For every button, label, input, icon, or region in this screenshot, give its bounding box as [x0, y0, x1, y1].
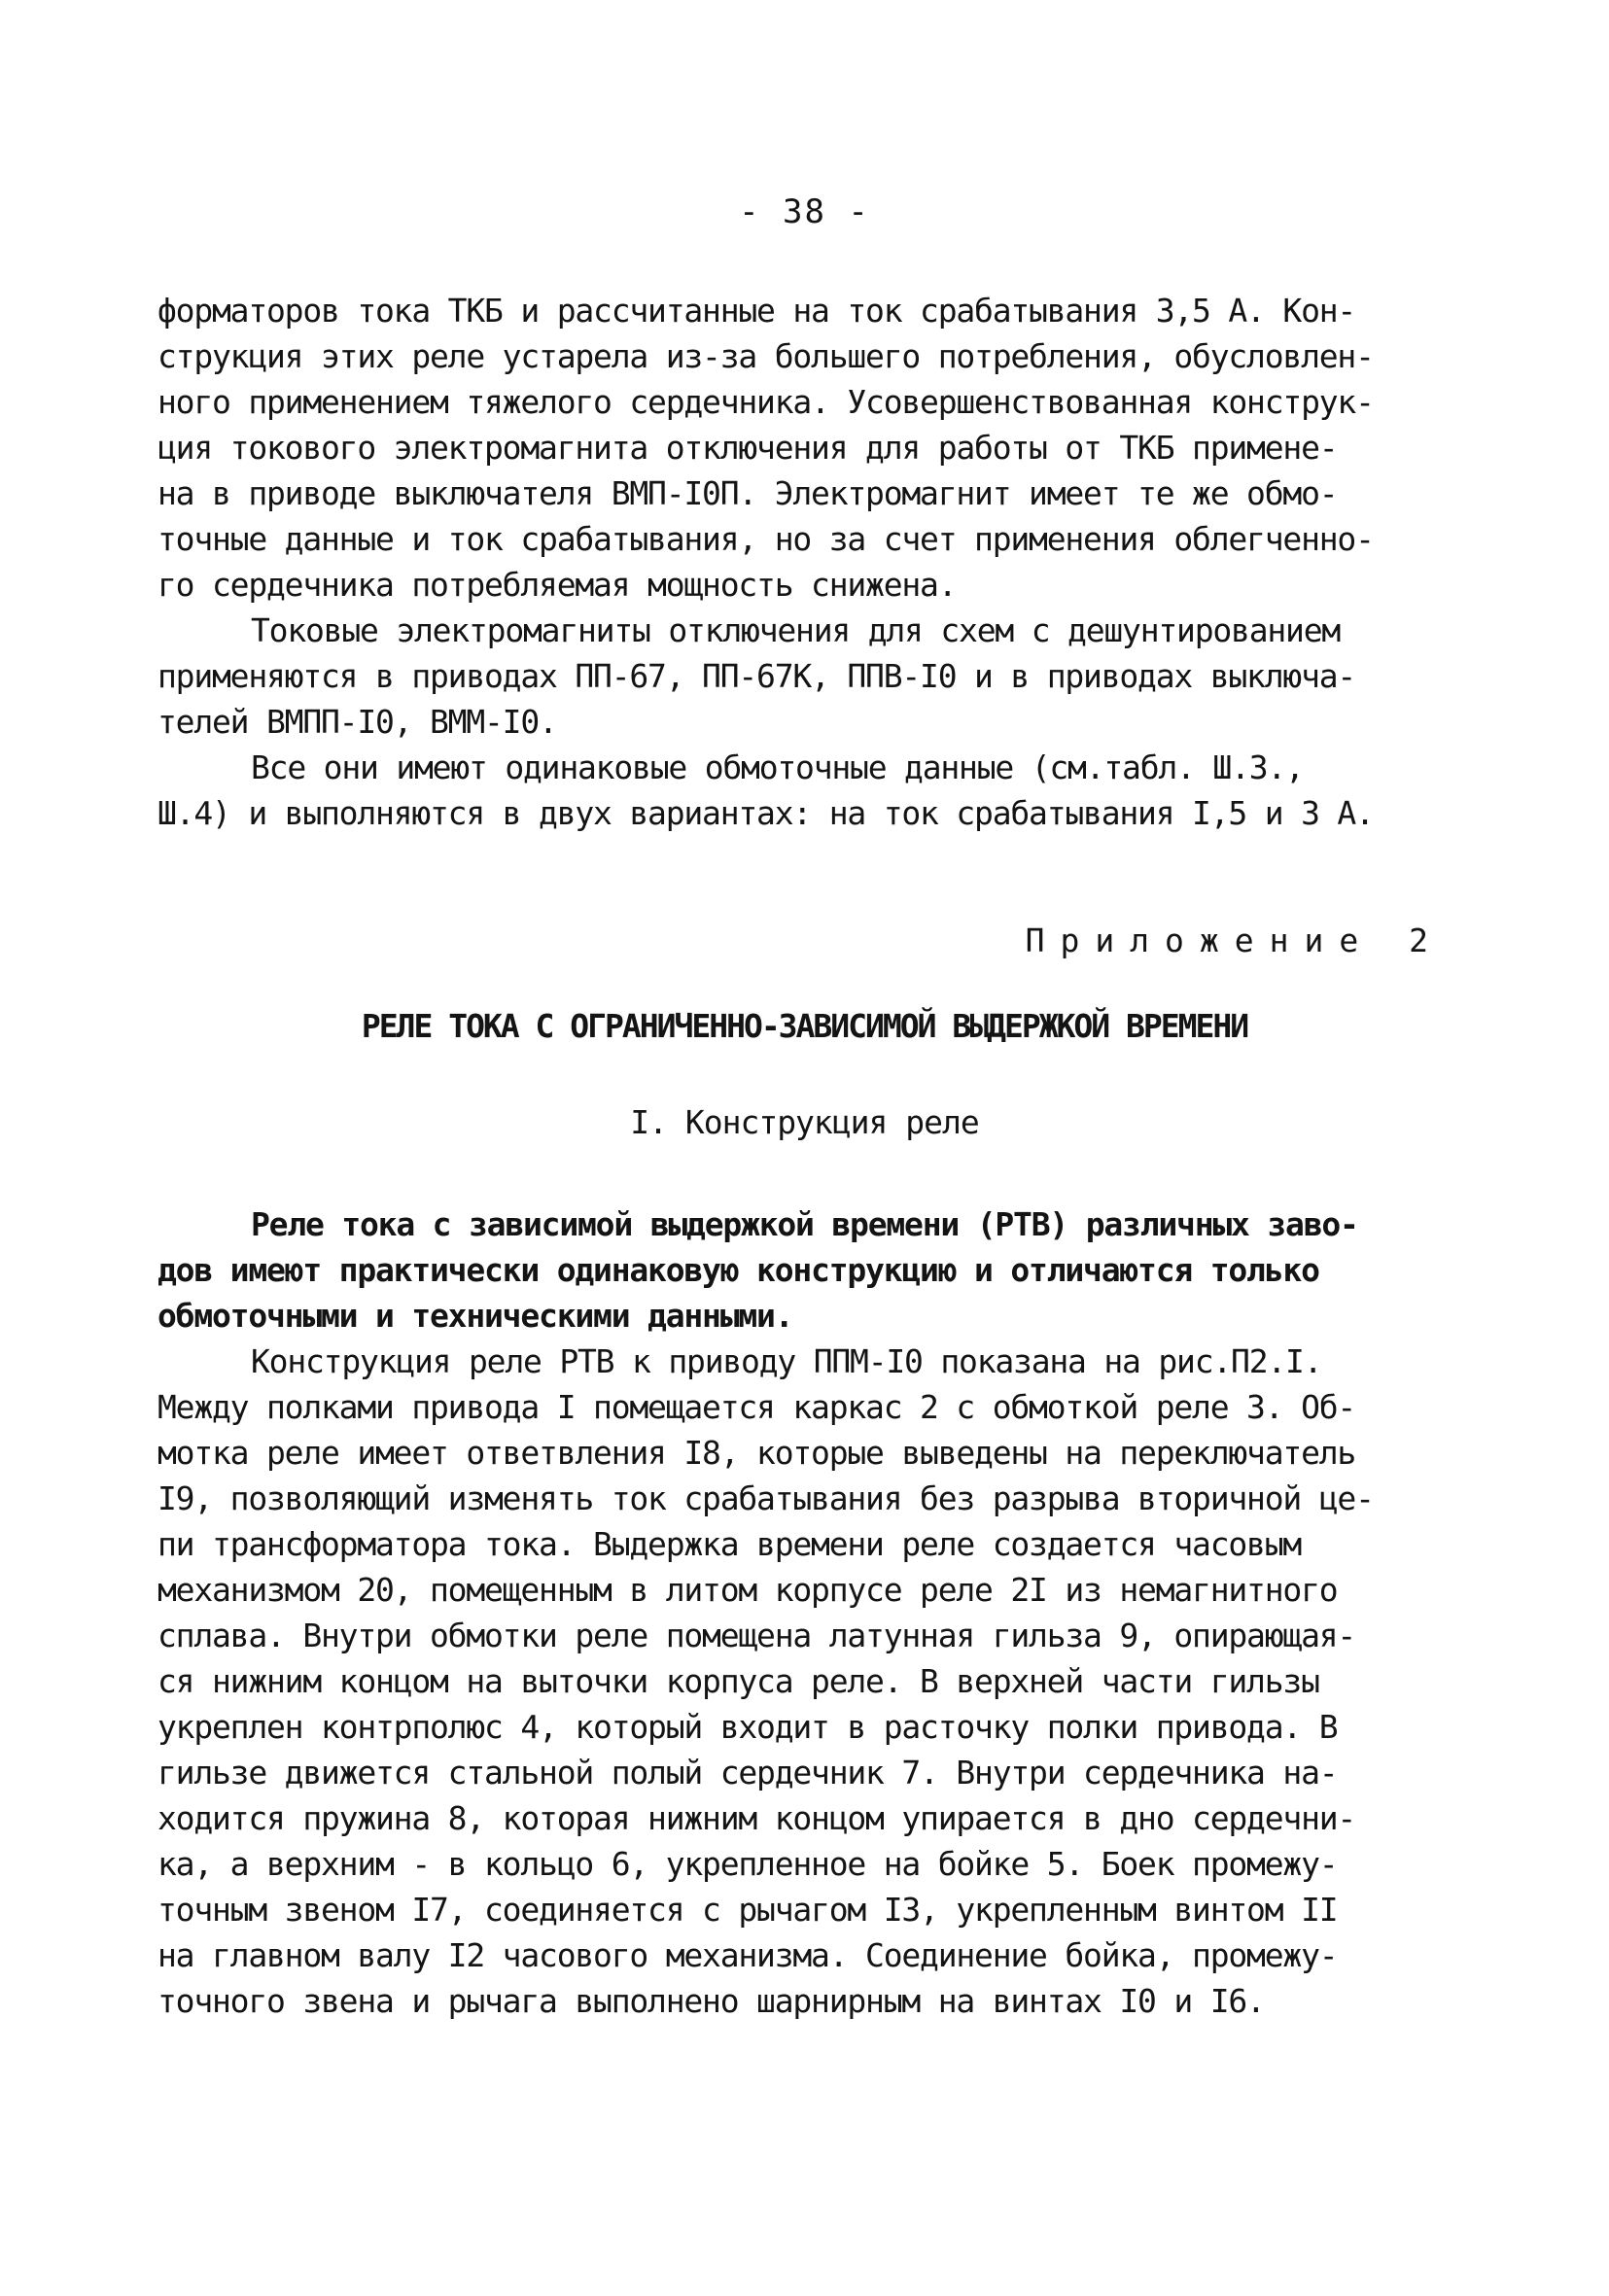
subsection-title: I. Конструкция реле	[630, 1103, 979, 1141]
text-line: механизмом 20, помещенным в литом корпусе реле 2I из немагнитного	[157, 1571, 1338, 1609]
text-line: Между полками привода I помещается каркас 2 с обмоткой реле 3. Об-	[157, 1388, 1356, 1426]
appendix-label: Приложение 2	[1025, 922, 1444, 959]
text-line: на главном валу I2 часового механизма. Соединение бойка, промежу-	[157, 1936, 1338, 1974]
text-line: точным звеном I7, соединяется с рычагом I3, укрепленным винтом II	[157, 1891, 1338, 1929]
page-number: - 38 -	[739, 192, 870, 231]
text-line: телей ВМПП-I0, ВММ-I0.	[157, 703, 557, 741]
text-line: точные данные и ток срабатывания, но за счет применения облегченно-	[157, 520, 1374, 558]
text-line: ходится пружина 8, которая нижним концом упирается в дно сердечни-	[157, 1799, 1356, 1837]
text-line: ного применением тяжелого сердечника. Усовершенствованная конструк-	[157, 383, 1374, 421]
text-line: Токовые электромагниты отключения для схем с дешунтированием	[251, 611, 1341, 649]
text-line: применяются в приводах ПП-67, ПП-67К, ППВ-I0 и в приводах выключа-	[157, 657, 1356, 695]
text-line: пи трансформатора тока. Выдержка времени реле создается часовым	[157, 1525, 1302, 1563]
text-line: сплава. Внутри обмотки реле помещена латунная гильза 9, опирающая-	[157, 1617, 1356, 1654]
text-line: укреплен контрполюс 4, который входит в расточку полки привода. В	[157, 1708, 1338, 1746]
text-line: ся нижним концом на выточки корпуса реле. В верхней части гильзы	[157, 1662, 1319, 1700]
text-line: ка, а верхним - в кольцо 6, укрепленное на бойке 5. Боек промежу-	[157, 1845, 1338, 1883]
text-line: обмоточными и техническими данными.	[157, 1297, 793, 1335]
text-line: Все они имеют одинаковые обмоточные данные (см.табл. Ш.3.,	[251, 748, 1304, 786]
text-line: мотка реле имеет ответвления I8, которые выведены на переключатель	[157, 1434, 1356, 1472]
text-line: на в приводе выключателя ВМП-I0П. Электромагнит имеет те же обмо-	[157, 474, 1338, 512]
text-line: форматоров тока ТКБ и рассчитанные на ток срабатывания 3,5 А. Кон-	[157, 292, 1356, 330]
text-line: Ш.4) и выполняются в двух вариантах: на ток срабатывания I,5 и 3 А.	[157, 794, 1374, 832]
section-title: РЕЛЕ ТОКА С ОГРАНИЧЕННО-ЗАВИСИМОЙ ВЫДЕРЖКОЙ ВРЕМЕНИ	[361, 1007, 1248, 1045]
text-line: Конструкция реле РТВ к приводу ППМ-I0 показана на рис.П2.I.	[251, 1342, 1322, 1380]
text-line: ция токового электромагнита отключения для работы от ТКБ примене-	[157, 429, 1338, 467]
text-line: дов имеют практически одинаковую конструкцию и отличаются только	[157, 1251, 1319, 1289]
text-line: гильзе движется стальной полый сердечник 7. Внутри сердечника на-	[157, 1754, 1338, 1792]
text-line: Реле тока с зависимой выдержкой времени (РТВ) различных заво-	[251, 1205, 1358, 1243]
text-line: точного звена и рычага выполнено шарнирным на винтах I0 и I6.	[157, 1982, 1265, 2020]
text-line: струкция этих реле устарела из-за большего потребления, обусловлен-	[157, 337, 1374, 375]
bottom-text-block	[157, 1201, 1489, 2024]
top-text-block	[157, 288, 1489, 836]
text-line: го сердечника потребляемая мощность снижена.	[157, 566, 957, 604]
text-line: I9, позволяющий изменять ток срабатывания без разрыва вторичной це-	[157, 1479, 1374, 1517]
